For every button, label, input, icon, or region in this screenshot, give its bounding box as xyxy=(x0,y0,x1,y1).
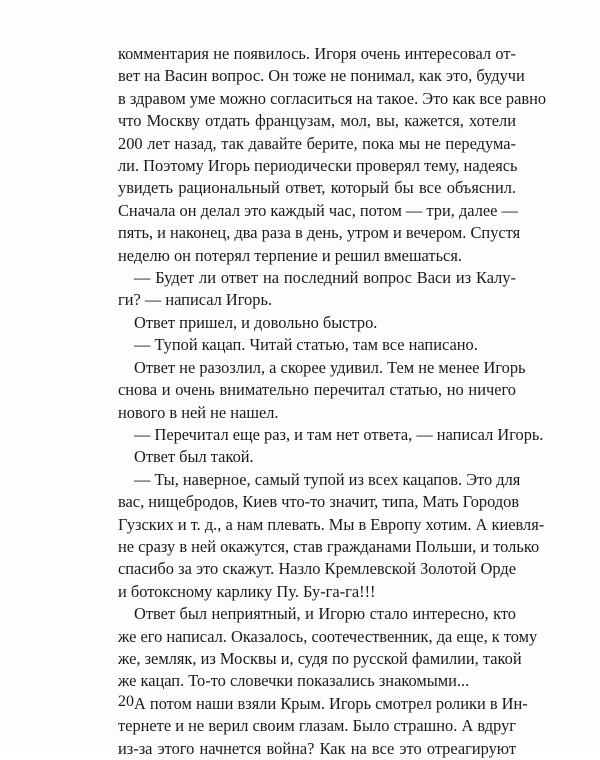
text-line: Ответ был такой. xyxy=(134,447,254,467)
text-line: увидеть рациональный ответ, который бы все объяснил. xyxy=(118,178,516,198)
text-line: и ботоксному карлику Пу. Бу-га-га!!! xyxy=(118,581,376,601)
text-line: Сначала он делал это каждый час, потом — три, далее — xyxy=(118,200,518,220)
paragraph xyxy=(118,334,516,356)
text-line: неделю он потерял терпение и решил вмешаться. xyxy=(118,245,462,265)
text-line: комментария не появилось. Игоря очень интересовал от- xyxy=(118,44,516,63)
text-line: — Будет ли ответ на последний вопрос Васи из Калу- xyxy=(134,268,516,288)
paragraph xyxy=(118,267,516,312)
text-line: Ответ был неприятный, и Игорю стало интересно, кто xyxy=(134,604,516,624)
text-line: Ответ пришел, и довольно быстро. xyxy=(134,312,378,332)
text-line: вас, нищебродов, Киев что-то значит, типа, Мать Городов xyxy=(118,492,520,512)
text-line: Ответ не разозлил, а скорее удивил. Тем не менее Игорь xyxy=(134,357,526,377)
text-line: — Перечитал еще раз, и там нет ответа, — написал Игорь. xyxy=(134,424,544,444)
text-line: нового в ней не нашел. xyxy=(118,402,279,422)
text-line: из-за этого начнется война? Как на все это отреагируют xyxy=(118,738,516,758)
text-line: А потом наши взяли Крым. Игорь смотрел ролики в Ин- xyxy=(134,693,528,713)
paragraph xyxy=(118,312,516,334)
text-line: ги? — написал Игорь. xyxy=(118,290,273,310)
paragraph xyxy=(118,469,545,603)
text-line: снова и очень внимательно перечитал статью, но ничего xyxy=(118,380,516,400)
text-line: — Ты, наверное, самый тупой из всех кацапов. Это для xyxy=(134,469,521,489)
text-line: Гузских и т. д., а нам плевать. Мы в Европу хотим. А киевля- xyxy=(118,514,545,534)
text-line: вет на Васин вопрос. Он тоже не понимал, как это, будучи xyxy=(118,66,525,86)
text-line: не сразу в ней окажутся, став гражданами Польши, и только xyxy=(118,536,540,556)
text-line: тернете и не верил своим глазам. Было страшно. А вдруг xyxy=(118,716,516,736)
paragraph xyxy=(118,603,538,693)
paragraph xyxy=(118,446,516,468)
text-line: же, земляк, из Москвы и, судя по русской фамилии, такой xyxy=(118,648,522,668)
paragraph xyxy=(118,43,547,267)
paragraph xyxy=(118,357,526,424)
text-line: 200 лет назад, так давайте берите, пока мы не передума- xyxy=(118,133,516,153)
body-text xyxy=(118,43,547,760)
page-number: 20 xyxy=(118,693,134,710)
text-line: ли. Поэтому Игорь периодически проверял тему, надеясь xyxy=(118,156,518,176)
text-line: — Тупой кацап. Читай статью, там все написано. xyxy=(134,335,478,355)
text-line: же его написал. Оказалось, соотечественник, да еще, к тому xyxy=(118,626,538,646)
text-line: что Москву отдать французам, мол, вы, кажется, хотели xyxy=(118,111,516,131)
paragraph xyxy=(118,424,544,446)
text-line: в здравом уме можно согласиться на такое. Это как все равно xyxy=(118,88,547,108)
text-line: же кацап. То-то словечки показались знакомыми... xyxy=(118,671,470,691)
text-line: пять, и наконец, два раза в день, утром и вечером. Спустя xyxy=(118,223,521,243)
text-line: спасибо за это скажут. Назло Кремлевской Золотой Орде xyxy=(118,559,516,579)
